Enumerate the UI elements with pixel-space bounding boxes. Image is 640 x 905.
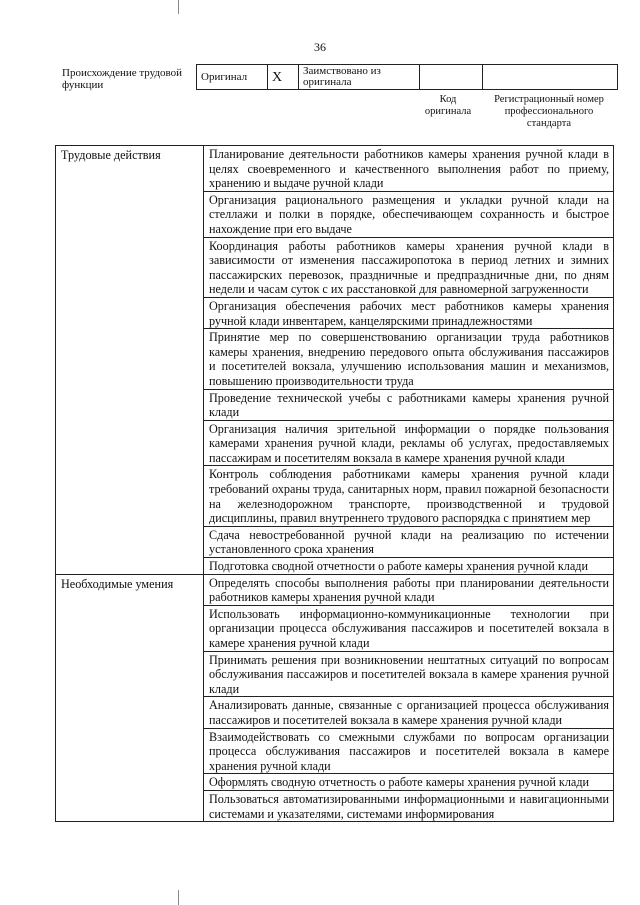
- list-item: Оформлять сводную отчетность о работе камеры хранения ручной клади: [204, 774, 614, 791]
- table-row: [56, 574, 614, 605]
- list-item: Принятие мер по совершенствованию организации труда работников камеры хранения, внедрению передового опыта обслуживания пассажиров и посетителей вокзала, улучшению использования машин и механизмов, повышению производительности труда: [204, 329, 614, 389]
- list-item: Организация обеспечения рабочих мест работников камеры хранения ручной клади инвентарем, канцелярскими принадлежностями: [204, 297, 614, 328]
- list-item: Подготовка сводной отчетности о работе камеры хранения ручной клади: [204, 558, 614, 575]
- reg-label: Регистрационный номер профессионального стандарта: [494, 94, 604, 129]
- list-item: Анализировать данные, связанные с организацией процесса обслуживания пассажиров и посетителей вокзала в камере хранения ручной клади: [204, 697, 614, 728]
- list-item: Организация рационального размещения и укладки ручной клади на стеллажи и полки в порядке, обеспечивающем сохранность и быстрое нахождение при его выдаче: [204, 191, 614, 237]
- list-item: Организация наличия зрительной информации о порядке пользования камерами хранения ручной клади, рекламы об услугах, предоставляемых пассажирам и посетителям вокзала в камере хранения ручной клади: [204, 420, 614, 466]
- original-mark: X: [268, 65, 299, 90]
- binding-mark-bottom: [178, 890, 179, 905]
- list-item: Проведение технической учебы с работниками камеры хранения ручной клади: [204, 389, 614, 420]
- list-item: Планирование деятельности работников камеры хранения ручной клади в целях своевременного и качественного выполнения работ по приему, хранению и выдаче ручной клади: [204, 146, 614, 192]
- list-item: Принимать решения при возникновении нештатных ситуаций по вопросам обслуживания пассажиров и посетителей вокзала в камере хранения ручной клади: [204, 651, 614, 697]
- section-title-skills: Необходимые умения: [56, 574, 204, 822]
- origin-label: Происхождение трудовой функции: [62, 67, 183, 91]
- list-item: Определять способы выполнения работы при планировании деятельности работников камеры хранения ручной клади: [204, 574, 614, 605]
- code-cell: [420, 65, 483, 90]
- list-item: Сдача невостребованной ручной клади на реализацию по истечении установленного срока хранения: [204, 526, 614, 557]
- list-item: Пользоваться автоматизированными информационными и навигационными системами и указателями, системами информирования: [204, 790, 614, 821]
- list-item: Координация работы работников камеры хранения ручной клади в зависимости от изменения пассажиропотока в период летних и зимних пассажирских перевозок, праздничные и предпраздничные дни, по дням недели и часам суток с их расстановкой для равномерной загруженности: [204, 237, 614, 297]
- borrowed-label: Заимствовано из оригинала: [299, 65, 420, 90]
- origin-table: [196, 64, 618, 90]
- section-title-actions: Трудовые действия: [56, 146, 204, 575]
- code-label: Код оригинала: [424, 94, 472, 117]
- list-item: Взаимодействовать со смежными службами по вопросам организации процесса обслуживания пассажиров и посетителей вокзала в камере хранения ручной клади: [204, 728, 614, 774]
- binding-mark-top: [178, 0, 179, 14]
- list-item: Контроль соблюдения работниками камеры хранения ручной клади требований охраны труда, санитарных норм, правил пожарной безопасности на железнодорожном транспорте, производственной и трудовой дисциплины, правил внутреннего трудового распорядка с принятием мер: [204, 466, 614, 526]
- table-row: [56, 146, 614, 192]
- original-label: Оригинал: [197, 65, 268, 90]
- page-number: 36: [314, 40, 326, 54]
- functions-table: [55, 145, 614, 822]
- reg-number-cell: [483, 65, 618, 90]
- list-item: Использовать информационно-коммуникационные технологии при организации процесса обслуживания пассажиров и посетителей вокзала в камере хранения ручной клади: [204, 605, 614, 651]
